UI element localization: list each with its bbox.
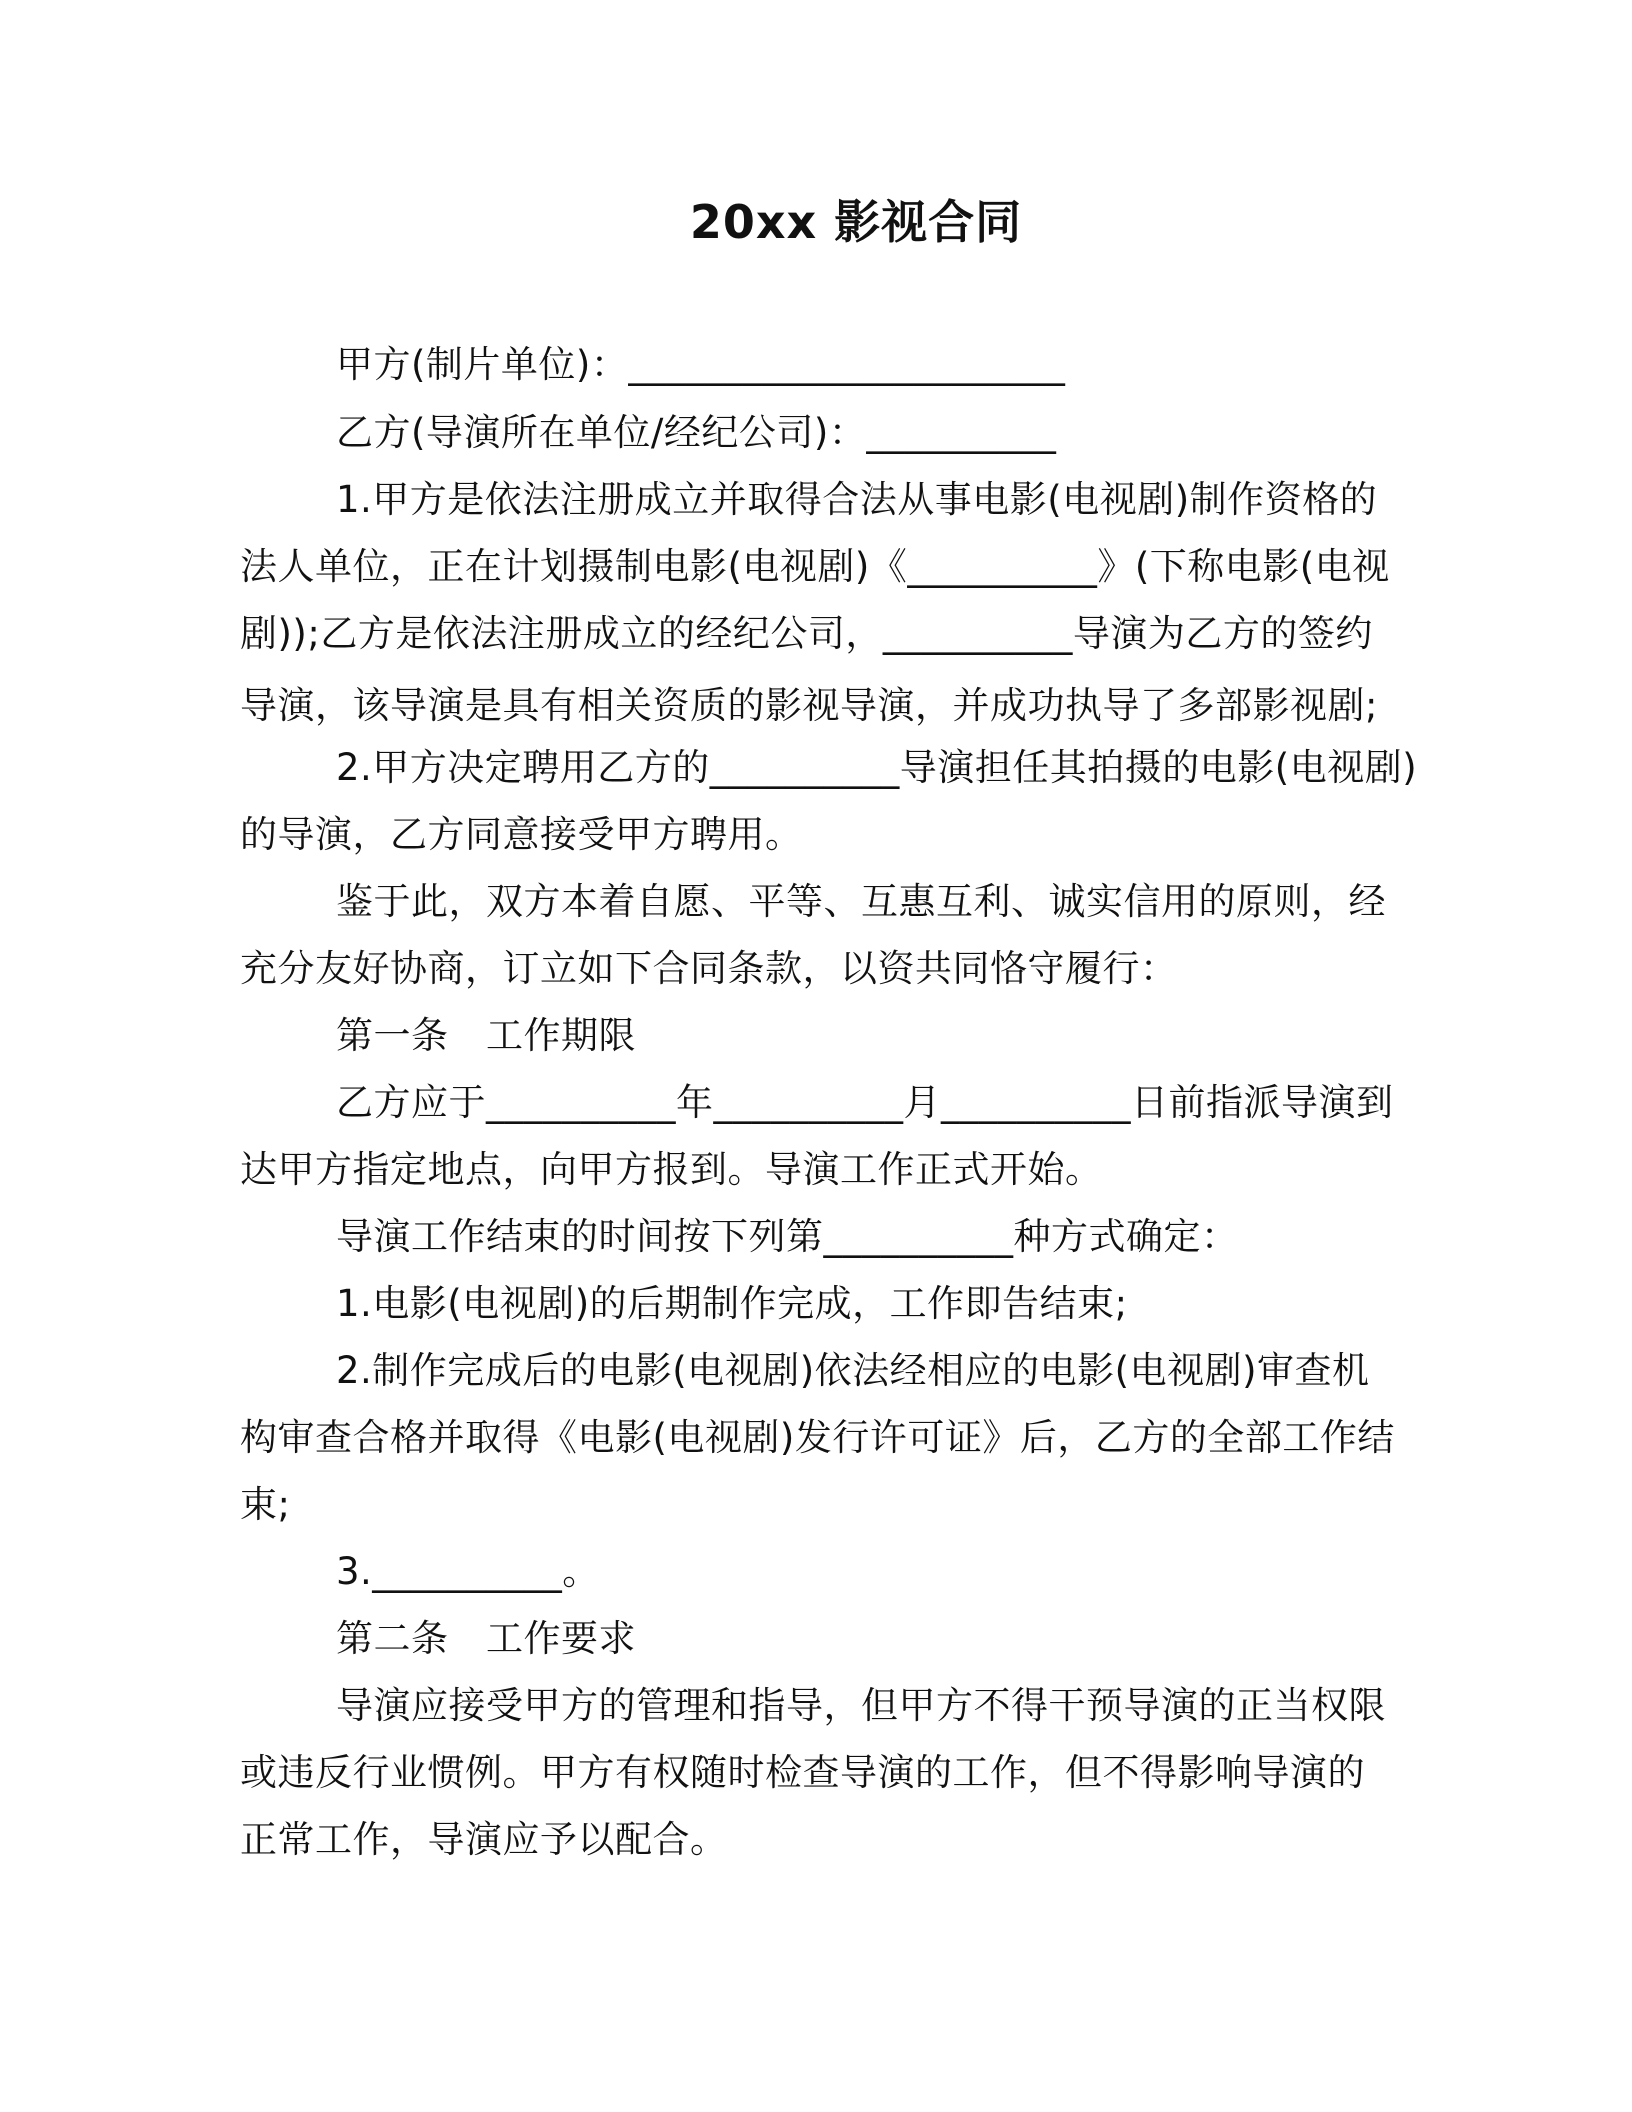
paragraph-line: 剧));乙方是依法注册成立的经纪公司，__________导演为乙方的签约 (240, 612, 1373, 655)
document-title: 20xx 影视合同 (689, 195, 1023, 249)
paragraph-line: 达甲方指定地点，向甲方报到。导演工作正式开始。 (240, 1148, 1103, 1191)
paragraph-line: 1.甲方是依法注册成立并取得合法从事电影(电视剧)制作资格的 (336, 478, 1378, 521)
paragraph-line: 构审查合格并取得《电影(电视剧)发行许可证》后，乙方的全部工作结 (240, 1416, 1395, 1459)
paragraph-line: 法人单位，正在计划摄制电影(电视剧)《__________》(下称电影(电视 (240, 545, 1390, 588)
paragraph-line: 3.__________。 (336, 1550, 600, 1593)
party-a-line: 甲方(制片单位)：_______________________ (336, 343, 1066, 386)
party-b-line: 乙方(导演所在单位/经纪公司)：__________ (336, 411, 1057, 454)
paragraph-line: 正常工作，导演应予以配合。 (240, 1818, 728, 1861)
article-heading: 第二条 工作要求 (336, 1617, 636, 1660)
paragraph-line: 的导演，乙方同意接受甲方聘用。 (240, 813, 803, 856)
paragraph-line: 束; (240, 1483, 291, 1526)
article-heading: 第一条 工作期限 (336, 1014, 636, 1057)
paragraph-line: 导演，该导演是具有相关资质的影视导演，并成功执导了多部影视剧; (240, 684, 1378, 727)
paragraph-line: 鉴于此，双方本着自愿、平等、互惠互利、诚实信用的原则，经 (336, 880, 1386, 923)
paragraph-line: 2.甲方决定聘用乙方的__________导演担任其拍摄的电影(电视剧) (336, 746, 1418, 789)
paragraph-line: 充分友好协商，订立如下合同条款，以资共同恪守履行： (240, 947, 1178, 990)
paragraph-line: 导演应接受甲方的管理和指导，但甲方不得干预导演的正当权限 (336, 1684, 1386, 1727)
paragraph-line: 或违反行业惯例。甲方有权随时检查导演的工作，但不得影响导演的 (240, 1751, 1365, 1794)
paragraph-line: 2.制作完成后的电影(电视剧)依法经相应的电影(电视剧)审查机 (336, 1349, 1370, 1392)
paragraph-line: 乙方应于__________年__________月__________日前指派导演到 (336, 1081, 1394, 1124)
paragraph-line: 导演工作结束的时间按下列第__________种方式确定： (336, 1215, 1239, 1258)
paragraph-line: 1.电影(电视剧)的后期制作完成，工作即告结束; (336, 1282, 1128, 1325)
